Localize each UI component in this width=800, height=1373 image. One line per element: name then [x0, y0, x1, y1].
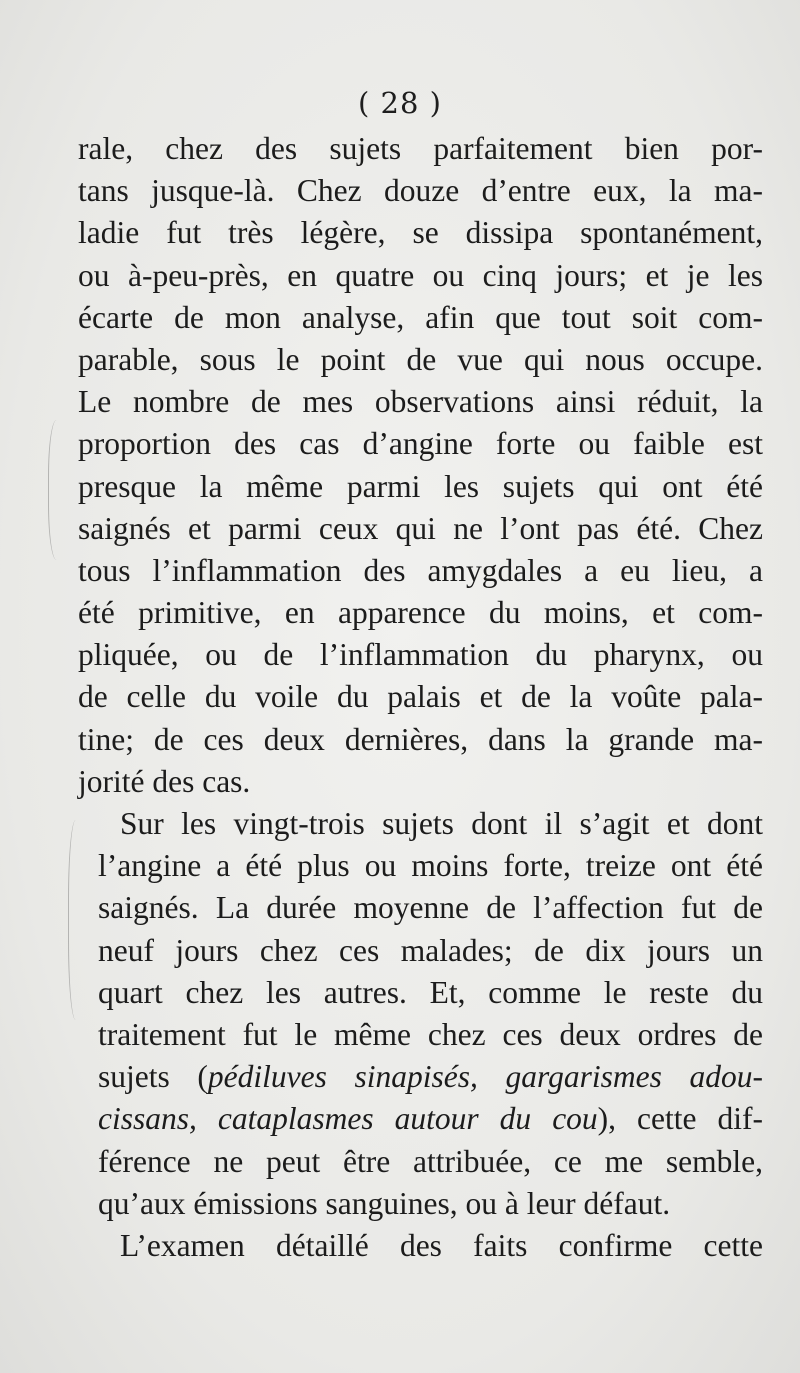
italic-text: cissans, cataplasmes autour du cou — [98, 1101, 598, 1137]
paragraph-1 — [78, 128, 763, 803]
text-line: Le nombre de mes observations ainsi réduit, la — [78, 384, 763, 420]
page-number: ( 28 ) — [358, 86, 442, 120]
text-line: férence ne peut être attribuée, ce me semble, — [98, 1143, 763, 1179]
text-line-mixed — [98, 1098, 763, 1140]
text-line: saignés. La durée moyenne de l’affection fut de — [98, 890, 763, 926]
text-fragment: sujets ( — [98, 1059, 208, 1095]
text-line: ou à-peu-près, en quatre ou cinq jours; et je les — [78, 257, 763, 293]
text-line-mixed — [98, 1056, 763, 1098]
text-line: parable, sous le point de vue qui nous occupe. — [78, 341, 763, 377]
text-line: de celle du voile du palais et de la voûte pala- — [78, 679, 763, 715]
text-line: qu’aux émissions sanguines, ou à leur défaut. — [98, 1185, 671, 1221]
text-fragment: ), cette dif- — [597, 1101, 763, 1137]
body-text — [78, 128, 763, 1267]
text-line: traitement fut le même chez ces deux ordres de — [98, 1016, 763, 1052]
text-line: quart chez les autres. Et, comme le reste du — [98, 974, 763, 1010]
text-line: l’angine a été plus ou moins forte, treize ont été — [98, 848, 763, 884]
text-line: L’examen détaillé des faits confirme cette — [120, 1227, 763, 1263]
margin-pencil-mark — [48, 420, 69, 560]
text-line: presque la même parmi les sujets qui ont été — [78, 468, 763, 504]
text-line: Sur les vingt-trois sujets dont il s’agit et dont — [120, 806, 763, 841]
text-line: jorité des cas. — [78, 763, 251, 799]
text-line: proportion des cas d’angine forte ou faible est — [78, 426, 763, 462]
text-line: ladie fut très légère, se dissipa spontanément, — [78, 215, 763, 251]
text-line: saignés et parmi ceux qui ne l’ont pas été. Chez — [78, 510, 763, 546]
text-line: rale, chez des sujets parfaitement bien por- — [78, 131, 763, 166]
text-line: pliquée, ou de l’inflammation du pharynx, ou — [78, 637, 763, 673]
text-line: tine; de ces deux dernières, dans la grande ma- — [78, 721, 763, 757]
text-line: écarte de mon analyse, afin que tout soit com- — [78, 299, 763, 335]
text-line: été primitive, en apparence du moins, et com- — [78, 595, 763, 631]
italic-text: pédiluves sinapisés, gargarismes adou- — [207, 1059, 763, 1095]
paragraph-3 — [78, 1225, 763, 1267]
text-line: neuf jours chez ces malades; de dix jours un — [98, 932, 763, 968]
paragraph-2 — [78, 803, 763, 1225]
text-line: tous l’inflammation des amygdales a eu lieu, a — [78, 552, 763, 588]
text-line: tans jusque-là. Chez douze d’entre eux, la ma- — [78, 173, 763, 209]
